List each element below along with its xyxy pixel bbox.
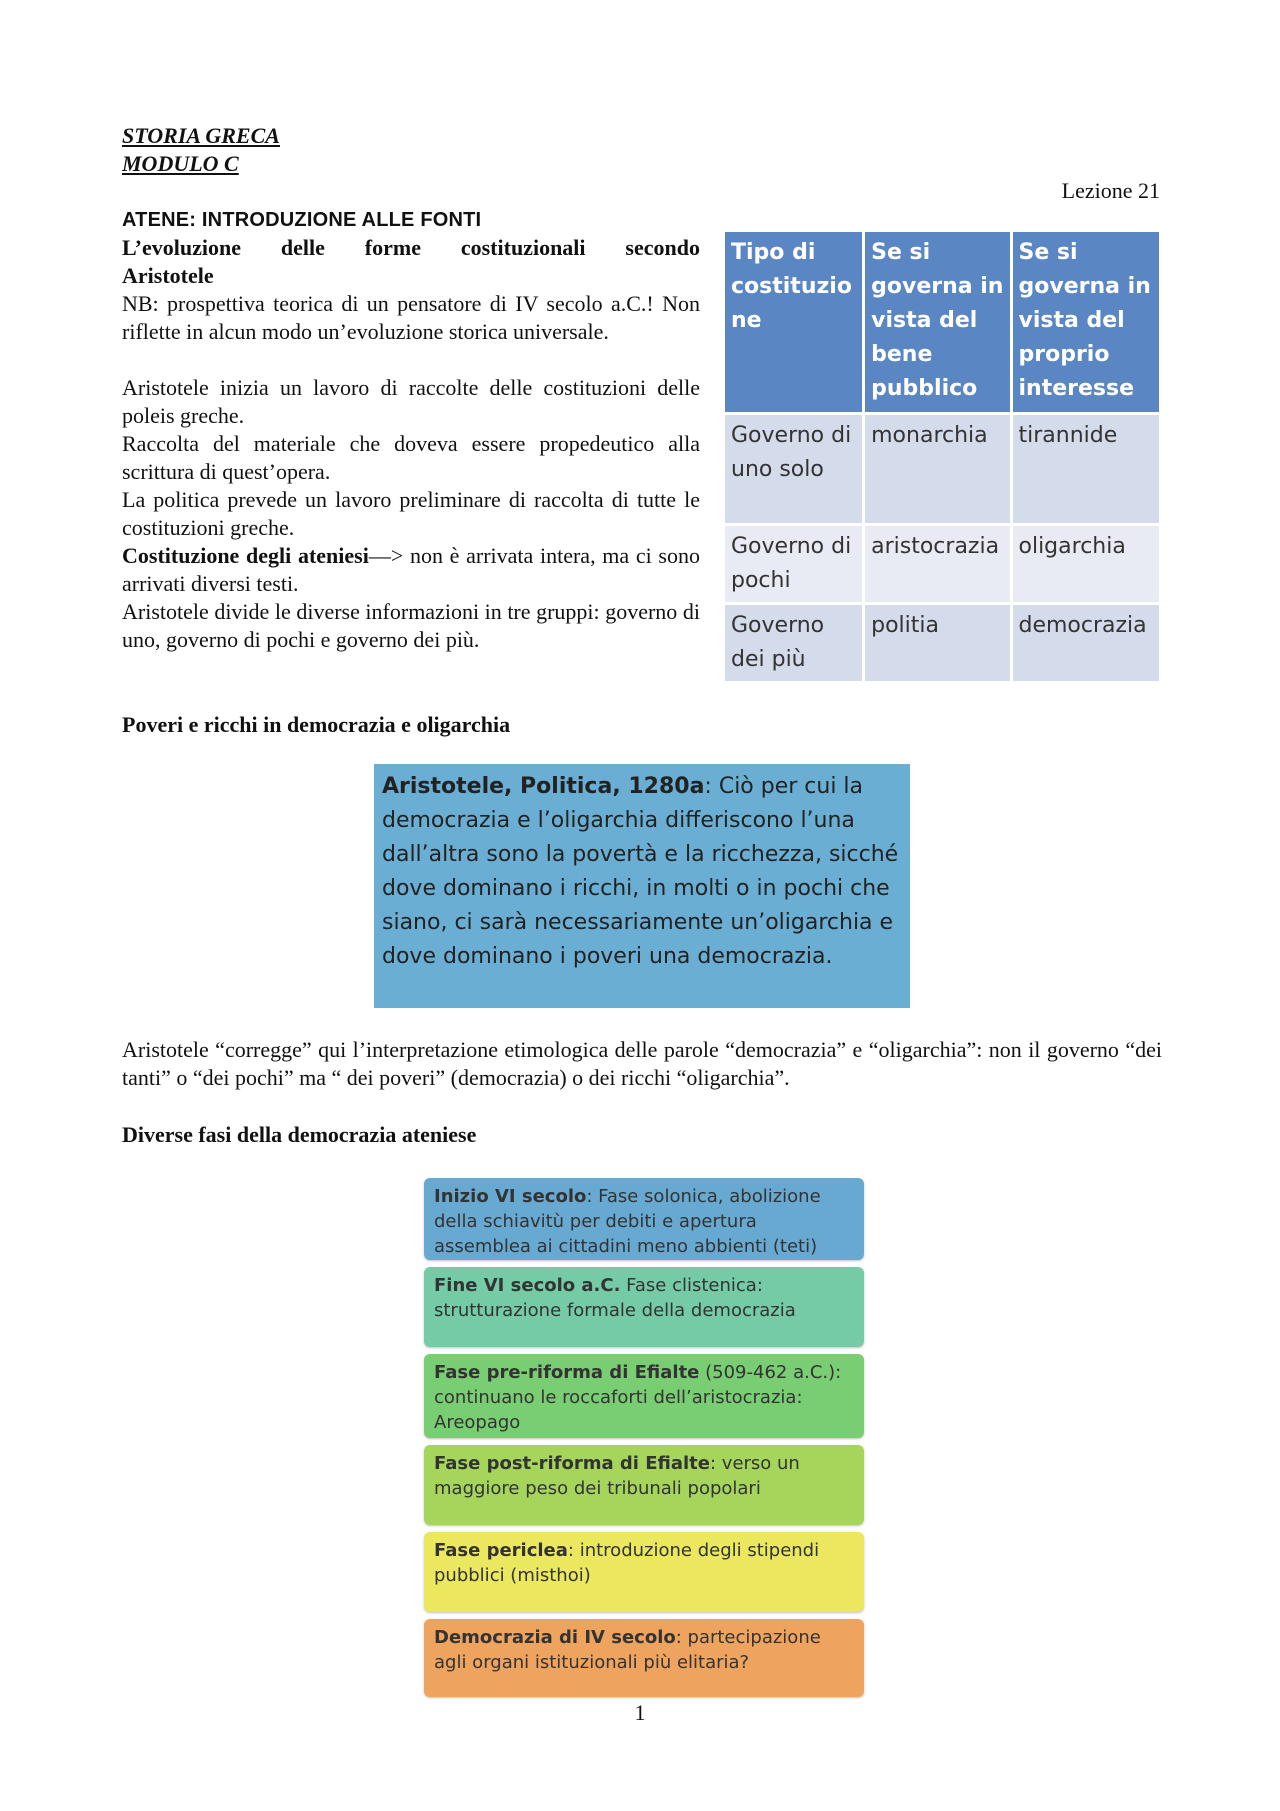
table-cell: aristocrazia	[865, 526, 1009, 605]
paragraph-4-bold: Costituzione degli ateniesi	[122, 543, 369, 568]
paragraph-3: La politica prevede un lavoro preliminare di raccolta di tutte le costituzioni greche.	[122, 487, 700, 540]
aristotle-quote-box	[374, 764, 910, 1008]
table-cell: Governo dei più	[725, 605, 862, 684]
table-header-public-good: Se si governa in vista del bene pubblico	[865, 232, 1009, 415]
democracy-phases-list	[424, 1178, 864, 1704]
table-row	[725, 605, 1159, 684]
quote-source: Aristotele, Politica, 1280a	[382, 774, 705, 799]
phase-lead: Fase periclea	[434, 1540, 568, 1561]
table-cell: politia	[865, 605, 1009, 684]
page-number: 1	[634, 1700, 646, 1725]
table-header-type: Tipo di costituzio ne	[725, 232, 862, 415]
table-header-own-interest: Se si governa in vista del proprio interesse	[1013, 232, 1160, 415]
module-title: MODULO C	[122, 151, 239, 176]
course-title: STORIA GRECA	[122, 123, 280, 148]
phase-item-pre-ephialtes	[424, 1354, 864, 1438]
table-cell: Governo di uno solo	[725, 415, 862, 526]
etymology-comment: Aristotele “corregge” qui l’interpretazione etimologica delle parole “democrazia” e “oligarchia”: non il governo “dei tanti” o “dei pochi” ma “ dei poveri” (democrazia) o dei ricchi “oligarchia”.	[122, 1037, 1162, 1090]
paragraph-1: Aristotele inizia un lavoro di raccolte delle costituzioni delle poleis greche.	[122, 375, 700, 428]
phase-text: : verso un maggiore peso dei tribunali popolari	[434, 1453, 800, 1499]
subtitle-line-2: Aristotele	[122, 263, 214, 288]
phase-text: : Fase solonica, abolizione della schiavitù per debiti e apertura assemblea ai cittadini meno abbienti (teti)	[434, 1186, 821, 1257]
phase-text: : partecipazione agli organi istituzionali più elitaria?	[434, 1627, 821, 1673]
course-title-block	[122, 122, 280, 178]
poveri-heading: Poveri e ricchi in democrazia e oligarchia	[122, 712, 511, 737]
table-row	[725, 415, 1159, 526]
phase-item-periclean	[424, 1532, 864, 1612]
subtitle-line-1: L’evoluzione delle forme costituzionali secondo	[122, 235, 700, 260]
paragraph-5: Aristotele divide le diverse informazioni in tre gruppi: governo di uno, governo di pochi e governo dei più.	[122, 599, 700, 652]
phase-item-fourth-century	[424, 1619, 864, 1697]
phase-text: Fase clistenica: strutturazione formale della democrazia	[434, 1275, 796, 1321]
phase-item-solonic	[424, 1178, 864, 1260]
phase-lead: Fine VI secolo a.C.	[434, 1275, 621, 1296]
paragraph-2: Raccolta del materiale che doveva essere propedeutico alla scrittura di quest’opera.	[122, 431, 700, 484]
paragraph-4-rest: —> non è arrivata intera, ma ci sono arrivati diversi testi.	[122, 543, 700, 596]
lesson-number: Lezione 21	[1061, 178, 1160, 203]
phase-lead: Democrazia di IV secolo	[434, 1627, 676, 1648]
table-cell: oligarchia	[1013, 526, 1160, 605]
constitution-table	[722, 232, 1162, 684]
phase-lead: Fase post-riforma di Efialte	[434, 1453, 710, 1474]
paragraph-4	[122, 542, 700, 598]
intro-section	[122, 206, 700, 654]
phase-item-post-ephialtes	[424, 1445, 864, 1525]
phase-lead: Inizio VI secolo	[434, 1186, 587, 1207]
fasi-heading: Diverse fasi della democrazia ateniese	[122, 1122, 477, 1147]
table-cell: Governo di pochi	[725, 526, 862, 605]
table-cell: tirannide	[1013, 415, 1160, 526]
table-header-row	[725, 232, 1159, 415]
quote-text: : Ciò per cui la democrazia e l’oligarchia differiscono l’una dall’altra sono la povertà e la ricchezza, sicché dove dominano i ricchi, in molti o in pochi che siano, ci sarà necessariamente un’oligarchia e dove dominano i poveri una democrazia.	[382, 774, 899, 969]
phase-text: (509-462 a.C.): continuano le roccaforti dell’aristocrazia: Areopago	[434, 1362, 842, 1433]
phase-lead: Fase pre-riforma di Efialte	[434, 1362, 700, 1383]
phase-text: : introduzione degli stipendi pubblici (misthoi)	[434, 1540, 820, 1586]
section-heading: ATENE: INTRODUZIONE ALLE FONTI	[122, 209, 482, 231]
table-cell: democrazia	[1013, 605, 1160, 684]
nb-paragraph: NB: prospettiva teorica di un pensatore di IV secolo a.C.! Non riflette in alcun modo un’evoluzione storica universale.	[122, 291, 700, 344]
phase-item-cleisthenic	[424, 1267, 864, 1347]
table-row	[725, 526, 1159, 605]
table-cell: monarchia	[865, 415, 1009, 526]
